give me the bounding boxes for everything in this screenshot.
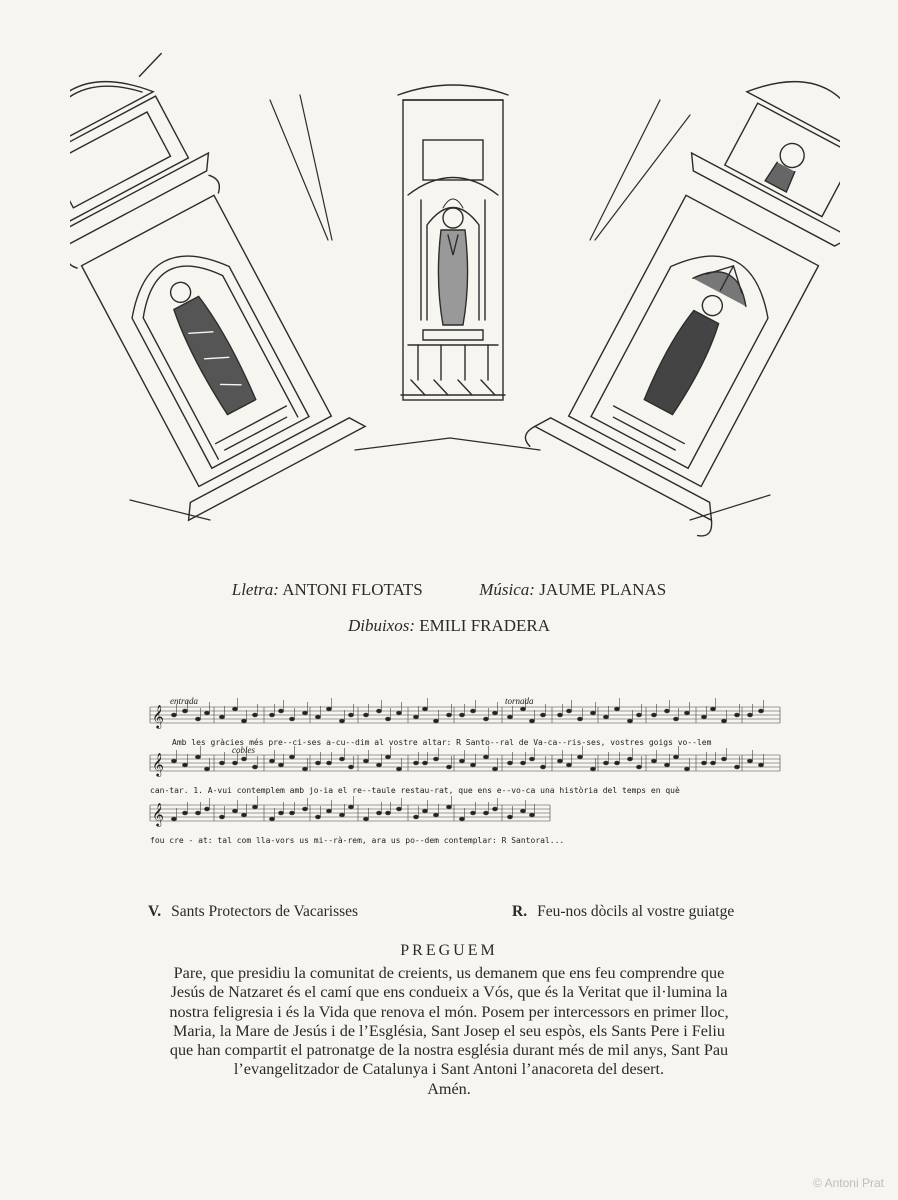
note-head <box>252 805 257 809</box>
note-head <box>376 811 381 815</box>
copyright-notice: © Antoni Prat <box>813 1176 884 1190</box>
prayer-amen: Amén. <box>427 1079 471 1098</box>
note-head <box>252 713 257 717</box>
note-head <box>171 759 176 763</box>
note-head <box>315 761 320 765</box>
note-head <box>651 759 656 763</box>
note-head <box>446 765 451 769</box>
prayer-text <box>110 964 788 1099</box>
note-head <box>326 809 331 813</box>
note-head <box>348 713 353 717</box>
note-head <box>289 755 294 759</box>
note-head <box>396 807 401 811</box>
note-head <box>219 815 224 819</box>
prayer-title: PREGUEM <box>400 942 498 959</box>
note-head <box>492 711 497 715</box>
note-head <box>422 761 427 765</box>
note-head <box>492 767 497 771</box>
note-head <box>470 811 475 815</box>
lyrics-label: Lletra: <box>231 580 279 599</box>
prayer-line: Jesús de Natzaret és el camí que ens condueix a Vós, que és la Veritat que il·lumina la <box>170 983 728 1002</box>
note-head <box>413 715 418 719</box>
note-head <box>413 815 418 819</box>
note-head <box>376 763 381 767</box>
note-head <box>302 767 307 771</box>
note-head <box>422 809 427 813</box>
credits-line-2 <box>0 616 898 636</box>
note-head <box>590 767 595 771</box>
note-head <box>603 761 608 765</box>
music-label: Música: <box>479 580 535 599</box>
note-head <box>219 761 224 765</box>
note-head <box>507 715 512 719</box>
response <box>512 903 734 921</box>
note-head <box>590 711 595 715</box>
note-head <box>396 711 401 715</box>
note-head <box>385 717 390 721</box>
note-head <box>204 767 209 771</box>
note-head <box>278 763 283 767</box>
note-head <box>540 713 545 717</box>
note-head <box>269 713 274 717</box>
note-head <box>540 765 545 769</box>
note-head <box>566 709 571 713</box>
note-head <box>492 807 497 811</box>
note-head <box>396 767 401 771</box>
note-head <box>459 713 464 717</box>
musical-score <box>140 695 790 855</box>
note-head <box>289 811 294 815</box>
note-head <box>577 755 582 759</box>
drawings-author: EMILI FRADERA <box>419 616 551 635</box>
note-head <box>710 761 715 765</box>
note-head <box>171 713 176 717</box>
note-head <box>339 813 344 817</box>
note-head <box>459 759 464 763</box>
note-head <box>747 759 752 763</box>
note-head <box>673 755 678 759</box>
note-head <box>557 713 562 717</box>
score-lyrics-line-3: fou cre - at: tal com lla-vors us mi--rà-rem, ara us po--dem contemplar: R Santoral... <box>150 836 565 845</box>
note-head <box>315 715 320 719</box>
tornada-label: tornada <box>505 696 534 706</box>
note-head <box>747 713 752 717</box>
note-head <box>339 757 344 761</box>
note-head <box>269 817 274 821</box>
note-head <box>204 711 209 715</box>
note-head <box>627 757 632 761</box>
note-head <box>182 811 187 815</box>
note-head <box>348 765 353 769</box>
right-niche-drawing <box>522 40 840 539</box>
note-head <box>684 711 689 715</box>
response-text: Feu-nos dòcils al vostre guiatge <box>537 903 735 920</box>
note-head <box>721 719 726 723</box>
note-head <box>195 717 200 721</box>
response-symbol: R. <box>512 903 528 920</box>
note-head <box>171 817 176 821</box>
note-head <box>507 815 512 819</box>
prayer-line: nostra feligresia i és la Vida que renova el món. Posem per intercessors en primer lloc, <box>169 1002 729 1021</box>
note-head <box>664 709 669 713</box>
note-head <box>701 761 706 765</box>
prayer-line: Pare, que presidiu la comunitat de creients, us demanem que ens feu comprendre que <box>173 964 725 982</box>
music-author: JAUME PLANAS <box>539 580 667 599</box>
lyrics-author: ANTONI FLOTATS <box>282 580 423 599</box>
versicle-text: Sants Protectors de Vacarisses <box>171 903 359 920</box>
note-head <box>241 719 246 723</box>
credits-line-1 <box>0 580 898 600</box>
note-head <box>219 715 224 719</box>
note-head <box>701 715 706 719</box>
note-head <box>529 719 534 723</box>
note-head <box>376 709 381 713</box>
note-head <box>182 709 187 713</box>
note-head <box>315 815 320 819</box>
note-head <box>195 755 200 759</box>
note-head <box>758 709 763 713</box>
note-head <box>195 811 200 815</box>
note-head <box>232 809 237 813</box>
drawings-label: Dibuixos: <box>347 616 415 635</box>
score-lyrics-line-1: Amb les gràcies més pre--ci-ses a-cu--dim al vostre altar: R Santo--ral de Va-ca--ris-ses, vostres goigs vo--lem <box>172 738 712 747</box>
note-head <box>348 805 353 809</box>
note-head <box>483 717 488 721</box>
note-head <box>614 761 619 765</box>
versicle <box>148 903 358 921</box>
note-head <box>651 713 656 717</box>
note-head <box>734 713 739 717</box>
note-head <box>673 717 678 721</box>
note-head <box>446 805 451 809</box>
score-lyrics-line-2: can-tar. 1. A-vui contemplem amb jo-ia el re--taule restau-rat, que ens e--vo-ca una història del temps en què <box>150 786 680 795</box>
note-head <box>363 713 368 717</box>
treble-clef-icon: 𝄞 <box>152 754 164 776</box>
note-head <box>483 755 488 759</box>
note-head <box>507 761 512 765</box>
prayer-line: que han compartit el patronatge de la nostra església durant més de mil anys, Sant Pau <box>169 1041 729 1060</box>
note-head <box>446 713 451 717</box>
note-head <box>326 761 331 765</box>
note-head <box>385 755 390 759</box>
note-head <box>529 757 534 761</box>
note-head <box>758 763 763 767</box>
note-head <box>520 761 525 765</box>
note-head <box>339 719 344 723</box>
note-head <box>278 811 283 815</box>
note-head <box>577 717 582 721</box>
note-head <box>483 811 488 815</box>
versicle-symbol: V. <box>148 903 162 920</box>
note-head <box>664 763 669 767</box>
note-head <box>289 717 294 721</box>
left-niche-drawing <box>70 42 365 520</box>
note-head <box>636 765 641 769</box>
note-head <box>636 713 641 717</box>
note-head <box>433 757 438 761</box>
treble-clef-icon: 𝄞 <box>152 804 164 826</box>
note-head <box>459 817 464 821</box>
note-head <box>269 759 274 763</box>
prayer-line: Maria, la Mare de Jesús i de l’Església, Sant Josep el seu espòs, els Sants Pere i Feliu <box>172 1021 726 1040</box>
note-head <box>520 707 525 711</box>
note-head <box>363 817 368 821</box>
center-niche-drawing <box>398 85 508 400</box>
treble-clef-icon: 𝄞 <box>152 706 164 728</box>
altarpiece-illustration <box>70 40 840 540</box>
note-head <box>232 761 237 765</box>
cobles-label: cobles <box>232 745 255 755</box>
note-head <box>710 707 715 711</box>
prayer-line: l’evangelitzador de Catalunya i Sant Antoni l’anacoreta del desert. <box>233 1060 665 1079</box>
note-head <box>385 811 390 815</box>
note-head <box>241 813 246 817</box>
note-head <box>241 757 246 761</box>
note-head <box>557 759 562 763</box>
note-head <box>433 719 438 723</box>
entrada-label: entrada <box>170 696 198 706</box>
note-head <box>422 707 427 711</box>
note-head <box>520 809 525 813</box>
note-head <box>470 763 475 767</box>
note-head <box>413 761 418 765</box>
note-head <box>566 763 571 767</box>
note-head <box>326 707 331 711</box>
note-head <box>529 813 534 817</box>
note-head <box>182 763 187 767</box>
note-head <box>363 759 368 763</box>
note-head <box>252 765 257 769</box>
note-head <box>603 715 608 719</box>
note-head <box>302 807 307 811</box>
note-head <box>614 707 619 711</box>
note-head <box>278 709 283 713</box>
note-head <box>204 807 209 811</box>
note-head <box>627 719 632 723</box>
note-head <box>433 813 438 817</box>
note-head <box>684 767 689 771</box>
note-head <box>721 757 726 761</box>
note-head <box>734 765 739 769</box>
note-head <box>470 709 475 713</box>
note-head <box>302 711 307 715</box>
note-head <box>232 707 237 711</box>
